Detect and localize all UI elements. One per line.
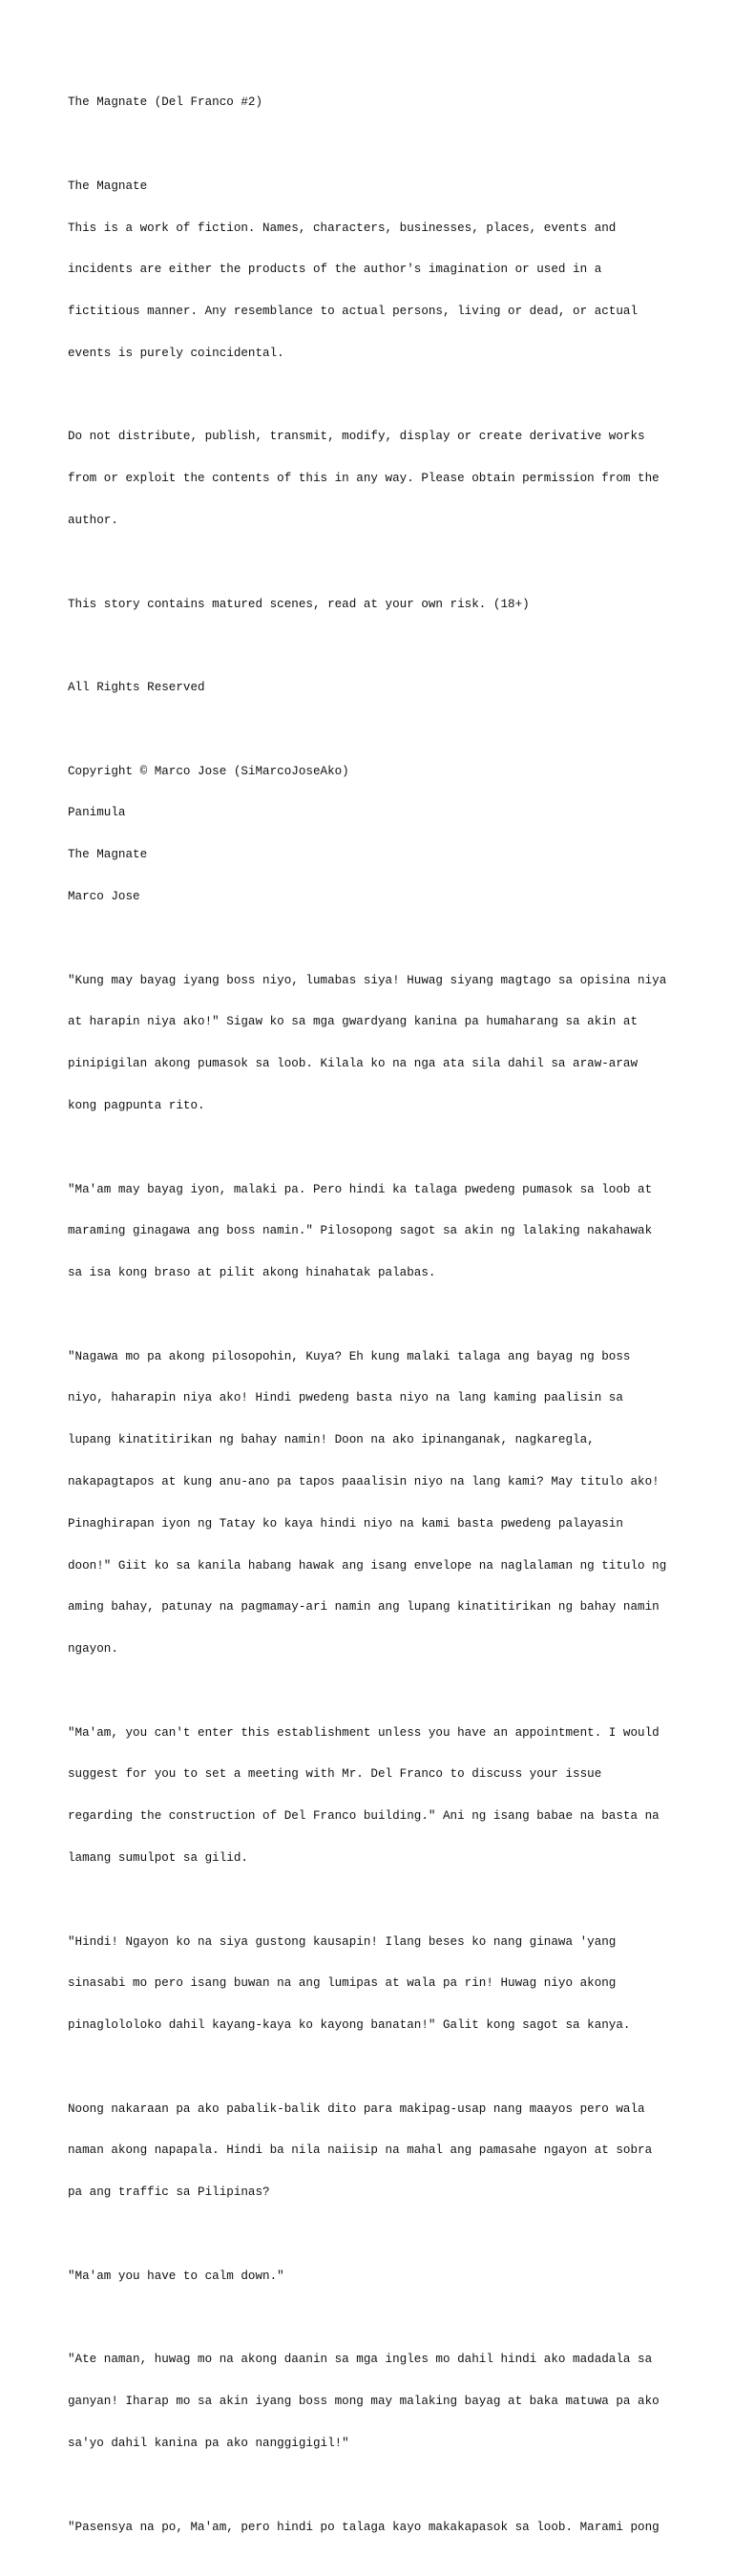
text-line: naman akong napapala. Hindi ba nila naiisip na mahal ang pamasahe ngayon at sobra — [68, 2143, 653, 2158]
copyright-paragraph — [68, 737, 679, 932]
text-line: pinipigilan akong pumasok sa loob. Kilala ko na nga ata sila dahil sa araw-araw — [68, 1057, 639, 1071]
story-paragraph — [68, 1154, 679, 1308]
story-paragraph — [68, 2492, 679, 2562]
text-line: fictitious manner. Any resemblance to actual persons, living or dead, or actual — [68, 305, 639, 319]
text-line: niyo, haharapin niya ako! Hindi pwedeng basta niyo na lang kaming paalisin sa — [68, 1391, 623, 1405]
text-line: This story contains matured scenes, read at your own risk. (18+) — [68, 597, 530, 611]
story-paragraph — [68, 1907, 679, 2060]
text-line: pa ang traffic sa Pilipinas? — [68, 2185, 270, 2200]
disclaimer-paragraph — [68, 152, 679, 389]
text-line: suggest for you to set a meeting with Mr. Del Franco to discuss your issue — [68, 1767, 602, 1782]
story-paragraph — [68, 2075, 679, 2228]
text-line: nakapagtapos at kung anu-ano pa tapos paaalisin niyo na lang kami? May titulo ako! — [68, 1474, 660, 1489]
story-paragraph — [68, 2325, 679, 2479]
story-paragraph — [68, 1321, 679, 1683]
story-paragraph — [68, 945, 679, 1140]
text-line: "Ma'am may bayag iyon, malaki pa. Pero hindi ka talaga pwedeng pumasok sa loob at — [68, 1182, 653, 1196]
text-line: pinaglololoko dahil kayang-kaya ko kayong banatan!" Galit kong sagot sa kanya. — [68, 2018, 631, 2033]
text-line: events is purely coincidental. — [68, 346, 284, 360]
text-line: "Hindi! Ngayon ko na siya gustong kausapin! Ilang beses ko nang ginawa 'yang — [68, 1934, 617, 1949]
text-line: Panimula — [68, 806, 126, 820]
text-line: regarding the construction of Del Franco building." Ani ng isang babae na basta na — [68, 1809, 660, 1824]
text-line: "Kung may bayag iyang boss niyo, lumabas siya! Huwag siyang magtago sa opisina niya — [68, 973, 667, 987]
title-paragraph — [68, 68, 679, 137]
text-line: "Ma'am, you can't enter this establishment unless you have an appointment. I would — [68, 1725, 660, 1740]
text-line: "Nagawa mo pa akong pilosopohin, Kuya? Eh kung malaki talaga ang bayag ng boss — [68, 1349, 631, 1363]
text-line: "Ate naman, huwag mo na akong daanin sa mga ingles mo dahil hindi ako madadala sa — [68, 2353, 653, 2367]
text-line: "Ma'am you have to calm down." — [68, 2269, 284, 2283]
text-line: at harapin niya ako!" Sigaw ko sa mga gwardyang kanina pa humaharang sa akin at — [68, 1015, 639, 1029]
text-line: lamang sumulpot sa gilid. — [68, 1851, 248, 1865]
text-line: author. — [68, 514, 118, 527]
content-warning-paragraph — [68, 569, 679, 639]
text-line: incidents are either the products of the author's imagination or used in a — [68, 263, 602, 277]
text-line: doon!" Giit ko sa kanila habang hawak ang isang envelope na naglalaman ng titulo ng — [68, 1558, 667, 1573]
text-line: This is a work of fiction. Names, characters, businesses, places, events and — [68, 221, 617, 235]
text-line: Pinaghirapan iyon ng Tatay ko kaya hindi niyo na kami basta pwedeng palayasin — [68, 1516, 623, 1531]
text-line: ganyan! Iharap mo sa akin iyang boss mong may malaking bayag at baka matuwa pa ako — [68, 2395, 660, 2409]
story-paragraph — [68, 1698, 679, 1892]
text-line: lupang kinatitirikan ng bahay namin! Doon na ako ipinanganak, nagkaregla, — [68, 1433, 595, 1447]
story-paragraph — [68, 2242, 679, 2312]
text-line: ngayon. — [68, 1642, 118, 1657]
document-page — [68, 68, 679, 2576]
text-line: sa isa kong braso at pilit akong hinahatak palabas. — [68, 1266, 436, 1280]
text-line: "Pasensya na po, Ma'am, pero hindi po talaga kayo makakapasok sa loob. Marami pong — [68, 2520, 660, 2534]
distribution-notice-paragraph — [68, 402, 679, 556]
text-line: Copyright © Marco Jose (SiMarcoJoseAko) — [68, 764, 349, 778]
text-line: aming bahay, patunay na pagmamay-ari namin ang lupang kinatitirikan ng bahay namin — [68, 1600, 660, 1615]
text-line: All Rights Reserved — [68, 681, 205, 695]
text-line: The Magnate — [68, 179, 148, 193]
text-line: The Magnate — [68, 848, 148, 862]
rights-paragraph — [68, 653, 679, 723]
text-line: kong pagpunta rito. — [68, 1098, 205, 1112]
text-line: Noong nakaraan pa ako pabalik-balik dito para makipag-usap nang maayos pero wala — [68, 2101, 645, 2116]
text-line: Marco Jose — [68, 890, 140, 904]
text-line: Do not distribute, publish, transmit, modify, display or create derivative works — [68, 430, 645, 444]
text-line: The Magnate (Del Franco #2) — [68, 95, 263, 110]
text-line: sa'yo dahil kanina pa ako nanggigigil!" — [68, 2436, 349, 2450]
text-line: maraming ginagawa ang boss namin." Pilosopong sagot sa akin ng lalaking nakahawak — [68, 1224, 653, 1238]
text-line: sinasabi mo pero isang buwan na ang lumipas at wala pa rin! Huwag niyo akong — [68, 1976, 617, 1991]
text-line: from or exploit the contents of this in any way. Please obtain permission from the — [68, 472, 660, 486]
